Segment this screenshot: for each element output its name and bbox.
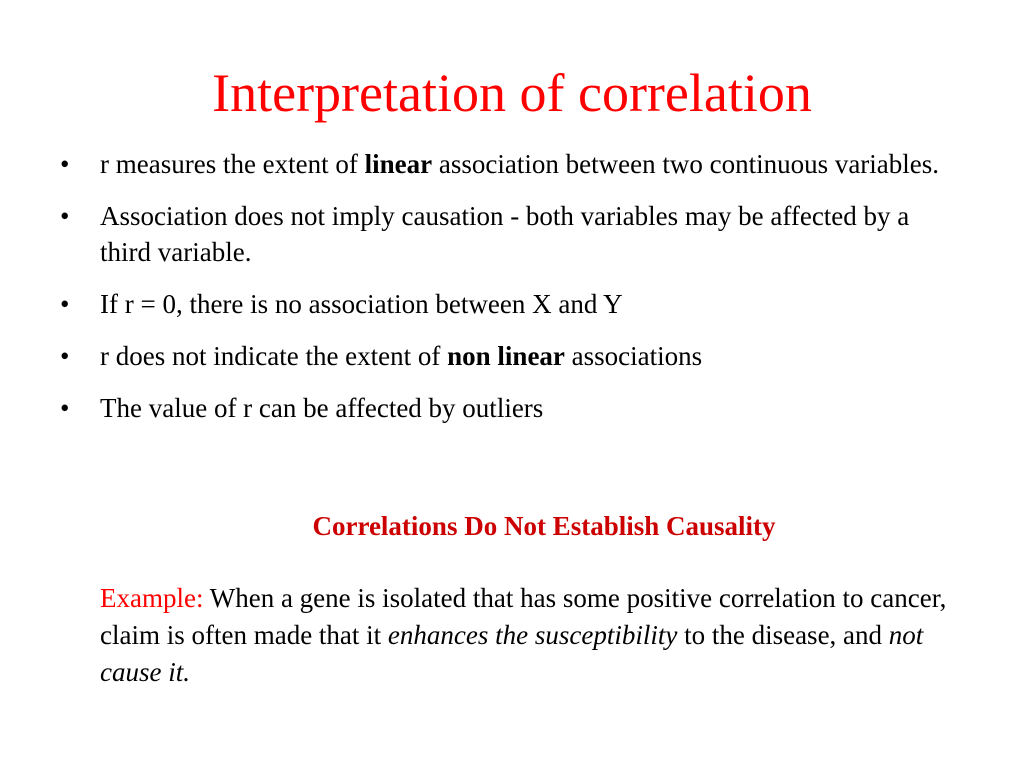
bullet-emphasis: linear xyxy=(364,149,433,179)
example-text: When a gene is isolated that has some positive correlation to cancer, claim is often made that it xyxy=(100,583,947,650)
bullet-icon: • xyxy=(60,289,70,319)
slide-title: Interpretation of correlation xyxy=(212,63,812,123)
example-text: to the disease, and xyxy=(677,620,889,650)
causality-subheading: Correlations Do Not Establish Causality xyxy=(312,511,776,541)
example-italic-text: not cause it. xyxy=(100,620,924,687)
bullet-text: Association does not imply causation - both variables may be affected by a third variable. xyxy=(100,201,910,267)
bullet-text: association between two continuous variables. xyxy=(432,149,940,179)
bullet-icon: • xyxy=(60,341,70,371)
bullet-text: If r = 0, there is no association between X and Y xyxy=(100,289,623,319)
bullet-emphasis: non linear xyxy=(447,341,565,371)
bullet-item-causation xyxy=(60,198,960,270)
example-paragraph xyxy=(100,580,960,691)
bullet-icon: • xyxy=(60,201,70,231)
bullet-icon: • xyxy=(60,393,70,423)
bullet-text: r measures the extent of xyxy=(100,149,365,179)
bullet-text: r does not indicate the extent of xyxy=(100,341,448,371)
example-label: Example: xyxy=(100,583,204,613)
bullet-list xyxy=(60,146,960,442)
bullet-text: The value of r can be affected by outliers xyxy=(100,393,544,423)
bullet-item-non-linear xyxy=(60,338,960,374)
bullet-text: associations xyxy=(564,341,703,371)
bullet-item-linear xyxy=(60,146,960,182)
bullet-item-r-zero xyxy=(60,286,960,322)
bullet-item-outliers xyxy=(60,390,960,426)
bullet-icon: • xyxy=(60,149,70,179)
example-italic-text: enhances the susceptibility xyxy=(387,620,678,650)
